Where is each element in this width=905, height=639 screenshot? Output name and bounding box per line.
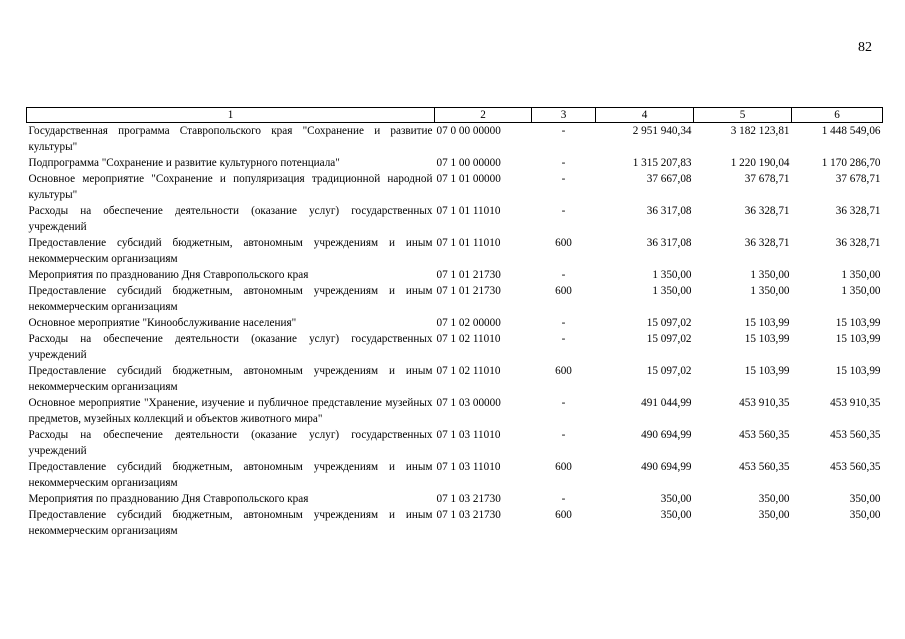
row-expense-type: - — [561, 205, 566, 217]
row-value-col-5: 1 350,00 — [750, 285, 790, 297]
row-expense-type: - — [561, 429, 566, 441]
row-name: Предоставление субсидий бюджетным, автономным учреждениям и иным некоммерческим организациям — [28, 285, 433, 313]
row-value-col-6: 453 560,35 — [830, 429, 881, 441]
row-value-col-6: 15 103,99 — [835, 317, 881, 329]
page-number: 82 — [858, 40, 872, 55]
row-target-code: 07 1 01 21730 — [436, 269, 501, 281]
row-target-code: 07 1 03 21730 — [436, 493, 501, 505]
row-value-col-6: 1 448 549,06 — [821, 125, 881, 137]
row-target-code: 07 1 01 11010 — [436, 205, 501, 217]
table-row — [27, 315, 883, 331]
row-value-col-4: 350,00 — [660, 509, 692, 521]
row-expense-type: - — [561, 397, 566, 409]
table-row — [27, 267, 883, 283]
row-name: Мероприятия по празднованию Дня Ставропольского края — [28, 269, 309, 281]
header-col-6: 6 — [792, 108, 883, 123]
row-target-code: 07 1 02 11010 — [436, 365, 501, 377]
table-row — [27, 363, 883, 395]
row-expense-type: 600 — [555, 285, 572, 297]
table-row — [27, 395, 883, 427]
row-value-col-4: 15 097,02 — [646, 365, 692, 377]
row-name: Основное мероприятие "Кинообслуживание населения" — [28, 317, 297, 329]
table-header — [27, 108, 883, 123]
row-expense-type: 600 — [555, 509, 572, 521]
row-expense-type: - — [561, 157, 566, 169]
row-target-code: 07 1 03 11010 — [436, 461, 501, 473]
row-value-col-6: 453 910,35 — [830, 397, 881, 409]
row-value-col-4: 36 317,08 — [646, 205, 692, 217]
row-target-code: 07 1 01 00000 — [436, 173, 501, 185]
row-value-col-6: 15 103,99 — [835, 333, 881, 345]
row-value-col-4: 15 097,02 — [646, 317, 692, 329]
table-body — [27, 123, 883, 540]
row-value-col-5: 350,00 — [758, 509, 790, 521]
row-value-col-5: 37 678,71 — [744, 173, 790, 185]
row-target-code: 07 1 01 11010 — [436, 237, 501, 249]
header-col-3: 3 — [532, 108, 596, 123]
header-col-2: 2 — [435, 108, 532, 123]
table-row — [27, 459, 883, 491]
row-value-col-5: 15 103,99 — [744, 365, 790, 377]
table-row — [27, 123, 883, 156]
row-value-col-5: 1 220 190,04 — [730, 157, 790, 169]
row-value-col-4: 490 694,99 — [641, 429, 692, 441]
row-name: Предоставление субсидий бюджетным, автономным учреждениям и иным некоммерческим организациям — [28, 461, 433, 489]
row-target-code: 07 1 03 21730 — [436, 509, 501, 521]
row-target-code: 07 1 02 11010 — [436, 333, 501, 345]
row-value-col-4: 15 097,02 — [646, 333, 692, 345]
row-name: Расходы на обеспечение деятельности (оказание услуг) государственных учреждений — [28, 429, 433, 457]
row-name: Подпрограмма "Сохранение и развитие культурного потенциала" — [28, 157, 340, 169]
row-value-col-4: 37 667,08 — [646, 173, 692, 185]
row-value-col-4: 1 350,00 — [652, 285, 692, 297]
row-name: Государственная программа Ставропольского края "Сохранение и развитие культуры" — [28, 125, 433, 153]
row-value-col-6: 350,00 — [849, 493, 881, 505]
table-row — [27, 171, 883, 203]
row-value-col-5: 350,00 — [758, 493, 790, 505]
row-value-col-5: 453 910,35 — [739, 397, 790, 409]
row-target-code: 07 1 02 00000 — [436, 317, 501, 329]
row-name: Предоставление субсидий бюджетным, автономным учреждениям и иным некоммерческим организациям — [28, 365, 433, 393]
row-value-col-5: 453 560,35 — [739, 461, 790, 473]
row-value-col-6: 36 328,71 — [835, 237, 881, 249]
row-target-code: 07 0 00 00000 — [436, 125, 501, 137]
row-value-col-6: 350,00 — [849, 509, 881, 521]
row-value-col-6: 37 678,71 — [835, 173, 881, 185]
row-value-col-5: 15 103,99 — [744, 317, 790, 329]
row-value-col-5: 3 182 123,81 — [730, 125, 790, 137]
row-expense-type: 600 — [555, 461, 572, 473]
row-value-col-4: 491 044,99 — [641, 397, 692, 409]
row-name: Основное мероприятие "Хранение, изучение и публичное представление музейных предметов, музейных коллекций и объектов животного мира" — [28, 397, 433, 425]
budget-table — [26, 107, 883, 539]
table-row — [27, 203, 883, 235]
row-name: Мероприятия по празднованию Дня Ставропольского края — [28, 493, 309, 505]
row-name: Предоставление субсидий бюджетным, автономным учреждениям и иным некоммерческим организациям — [28, 237, 433, 265]
row-value-col-6: 1 350,00 — [841, 269, 881, 281]
row-value-col-4: 1 315 207,83 — [632, 157, 692, 169]
header-col-5: 5 — [694, 108, 792, 123]
row-value-col-4: 350,00 — [660, 493, 692, 505]
row-expense-type: - — [561, 269, 566, 281]
row-value-col-5: 1 350,00 — [750, 269, 790, 281]
row-expense-type: 600 — [555, 237, 572, 249]
header-row — [27, 108, 883, 123]
row-value-col-6: 15 103,99 — [835, 365, 881, 377]
row-expense-type: - — [561, 173, 566, 185]
row-expense-type: - — [561, 333, 566, 345]
table-row — [27, 331, 883, 363]
row-value-col-6: 36 328,71 — [835, 205, 881, 217]
row-target-code: 07 1 01 21730 — [436, 285, 501, 297]
row-value-col-4: 490 694,99 — [641, 461, 692, 473]
header-col-1: 1 — [27, 108, 435, 123]
row-value-col-5: 453 560,35 — [739, 429, 790, 441]
table-row — [27, 155, 883, 171]
row-target-code: 07 1 00 00000 — [436, 157, 501, 169]
row-value-col-6: 1 170 286,70 — [821, 157, 881, 169]
row-expense-type: - — [561, 125, 566, 137]
row-name: Расходы на обеспечение деятельности (оказание услуг) государственных учреждений — [28, 205, 433, 233]
row-expense-type: - — [561, 317, 566, 329]
row-value-col-4: 2 951 940,34 — [632, 125, 692, 137]
table-row — [27, 235, 883, 267]
row-target-code: 07 1 03 00000 — [436, 397, 501, 409]
row-expense-type: - — [561, 493, 566, 505]
row-value-col-4: 1 350,00 — [652, 269, 692, 281]
table-row — [27, 491, 883, 507]
row-expense-type: 600 — [555, 365, 572, 377]
row-value-col-4: 36 317,08 — [646, 237, 692, 249]
table-row — [27, 427, 883, 459]
header-col-4: 4 — [596, 108, 694, 123]
row-value-col-5: 36 328,71 — [744, 205, 790, 217]
row-name: Расходы на обеспечение деятельности (оказание услуг) государственных учреждений — [28, 333, 433, 361]
table-row — [27, 283, 883, 315]
row-name: Предоставление субсидий бюджетным, автономным учреждениям и иным некоммерческим организациям — [28, 509, 433, 537]
row-value-col-6: 453 560,35 — [830, 461, 881, 473]
row-name: Основное мероприятие "Сохранение и популяризация традиционной народной культуры" — [28, 173, 433, 201]
row-value-col-6: 1 350,00 — [841, 285, 881, 297]
table-row — [27, 507, 883, 539]
row-value-col-5: 15 103,99 — [744, 333, 790, 345]
row-target-code: 07 1 03 11010 — [436, 429, 501, 441]
row-value-col-5: 36 328,71 — [744, 237, 790, 249]
